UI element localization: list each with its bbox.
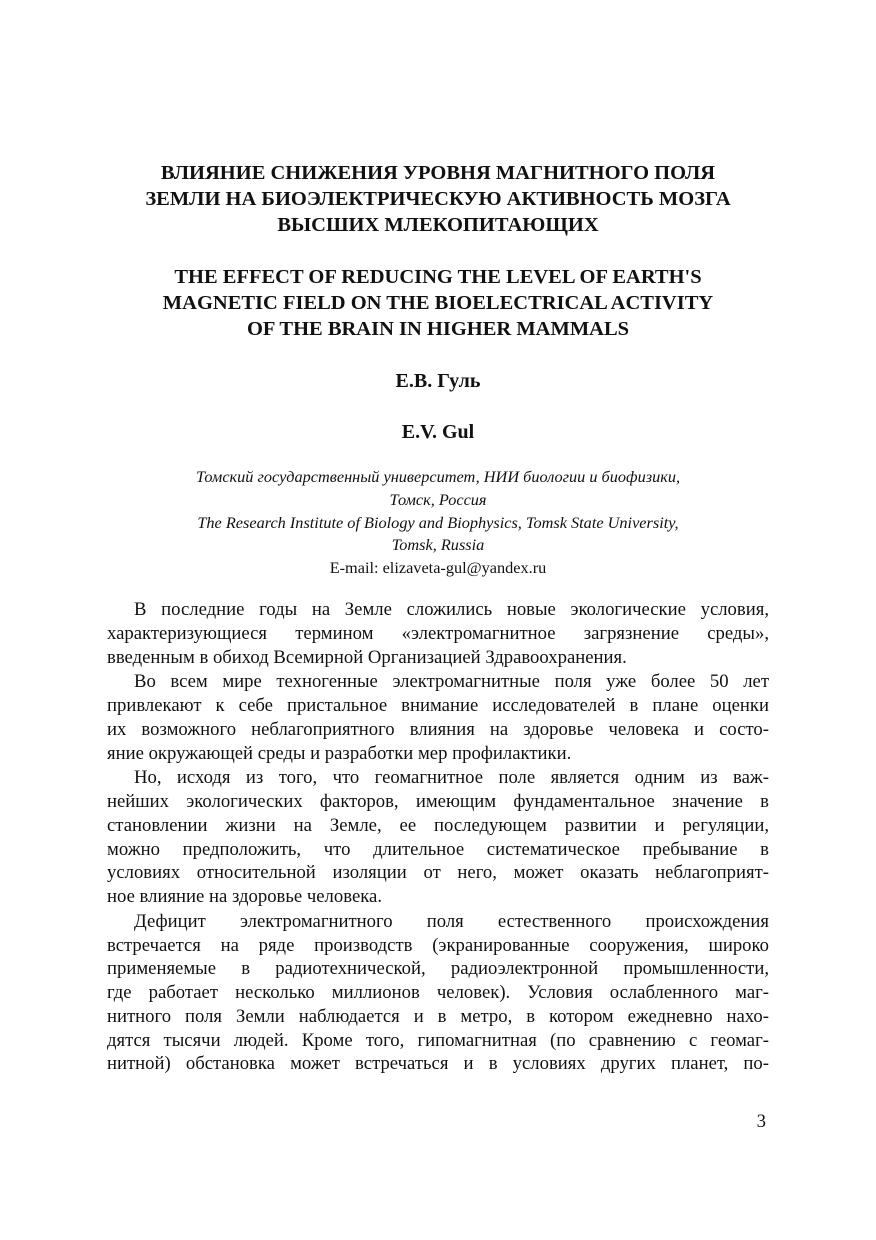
affiliation-line: Tomsk, Russia xyxy=(391,535,485,555)
title-line: THE EFFECT OF REDUCING THE LEVEL OF EARTH'S xyxy=(174,266,702,288)
text-line: условиях относительной изоляции от него, может оказать неблагоприят- xyxy=(107,862,769,884)
affiliation-line: The Research Institute of Biology and Biophysics, Tomsk State University, xyxy=(197,512,679,532)
paragraph xyxy=(107,910,769,1076)
text-line: Во всем мире техногенные электромагнитные поля уже более 50 лет xyxy=(134,671,769,693)
title-english xyxy=(88,264,788,342)
title-russian xyxy=(88,160,788,238)
author-russian: Е.В. Гуль xyxy=(395,370,481,392)
title-line: ВЛИЯНИЕ СНИЖЕНИЯ УРОВНЯ МАГНИТНОГО ПОЛЯ xyxy=(160,162,716,184)
paragraph xyxy=(107,766,769,909)
text-line: В последние годы на Земле сложились новые экологические условия, xyxy=(134,599,769,620)
author-email: E-mail: elizaveta-gul@yandex.ru xyxy=(329,558,547,578)
author-english: E.V. Gul xyxy=(401,421,475,443)
text-line: дятся тысячи людей. Кроме того, гипомагнитная (по сравнению с геомаг- xyxy=(107,1029,769,1051)
text-line: введенным в обиход Всемирной Организацией Здравоохранения. xyxy=(107,646,627,668)
text-line: можно предположить, что длительное систематическое пребывание в xyxy=(107,838,769,860)
affiliation-line: Томский государственный университет, НИИ биологии и биофизики, xyxy=(195,467,681,486)
text-line: Но, исходя из того, что геомагнитное поле является одним из важ- xyxy=(134,767,769,789)
text-line: их возможного неблагоприятного влияния на здоровье человека и состо- xyxy=(107,718,769,740)
title-line: OF THE BRAIN IN HIGHER MAMMALS xyxy=(246,318,630,340)
text-line: применяемые в радиотехнической, радиоэлектронной промышленности, xyxy=(107,958,769,980)
text-line: встречается на ряде производств (экранированные сооружения, широко xyxy=(107,934,769,956)
paragraph xyxy=(107,598,769,669)
text-line: нитной) обстановка может встречаться и в условиях других планет, по- xyxy=(107,1053,769,1075)
affiliation-block xyxy=(88,466,788,580)
body-text xyxy=(107,598,769,1076)
paragraph xyxy=(107,670,769,765)
title-line: ЗЕМЛИ НА БИОЭЛЕКТРИЧЕСКУЮ АКТИВНОСТЬ МОЗГА xyxy=(145,188,731,210)
text-line: нитного поля Земли наблюдается и в метро, в котором ежедневно нахо- xyxy=(107,1005,769,1027)
text-line: нейших экологических факторов, имеющим фундаментальное значение в xyxy=(107,791,769,812)
affiliation-line: Томск, Россия xyxy=(389,489,487,509)
text-line: становлении жизни на Земле, ее последующем развитии и регуляции, xyxy=(107,814,769,836)
text-line: привлекают к себе пристальное внимание исследователей в плане оценки xyxy=(107,695,769,716)
title-line: ВЫСШИХ МЛЕКОПИТАЮЩИХ xyxy=(277,214,599,236)
text-line: ное влияние на здоровье человека. xyxy=(107,886,383,907)
title-line: MAGNETIC FIELD ON THE BIOELECTRICAL ACTIVITY xyxy=(162,292,714,314)
text-line: яние окружающей среды и разработки мер профилактики. xyxy=(107,742,572,764)
text-line: характеризующиеся термином «электромагнитное загрязнение среды», xyxy=(107,622,769,644)
text-line: где работает несколько миллионов человек). Условия ослабленного маг- xyxy=(107,982,769,1003)
text-line: Дефицит электромагнитного поля естественного происхождения xyxy=(134,910,769,932)
page-number: 3 xyxy=(756,1111,766,1132)
